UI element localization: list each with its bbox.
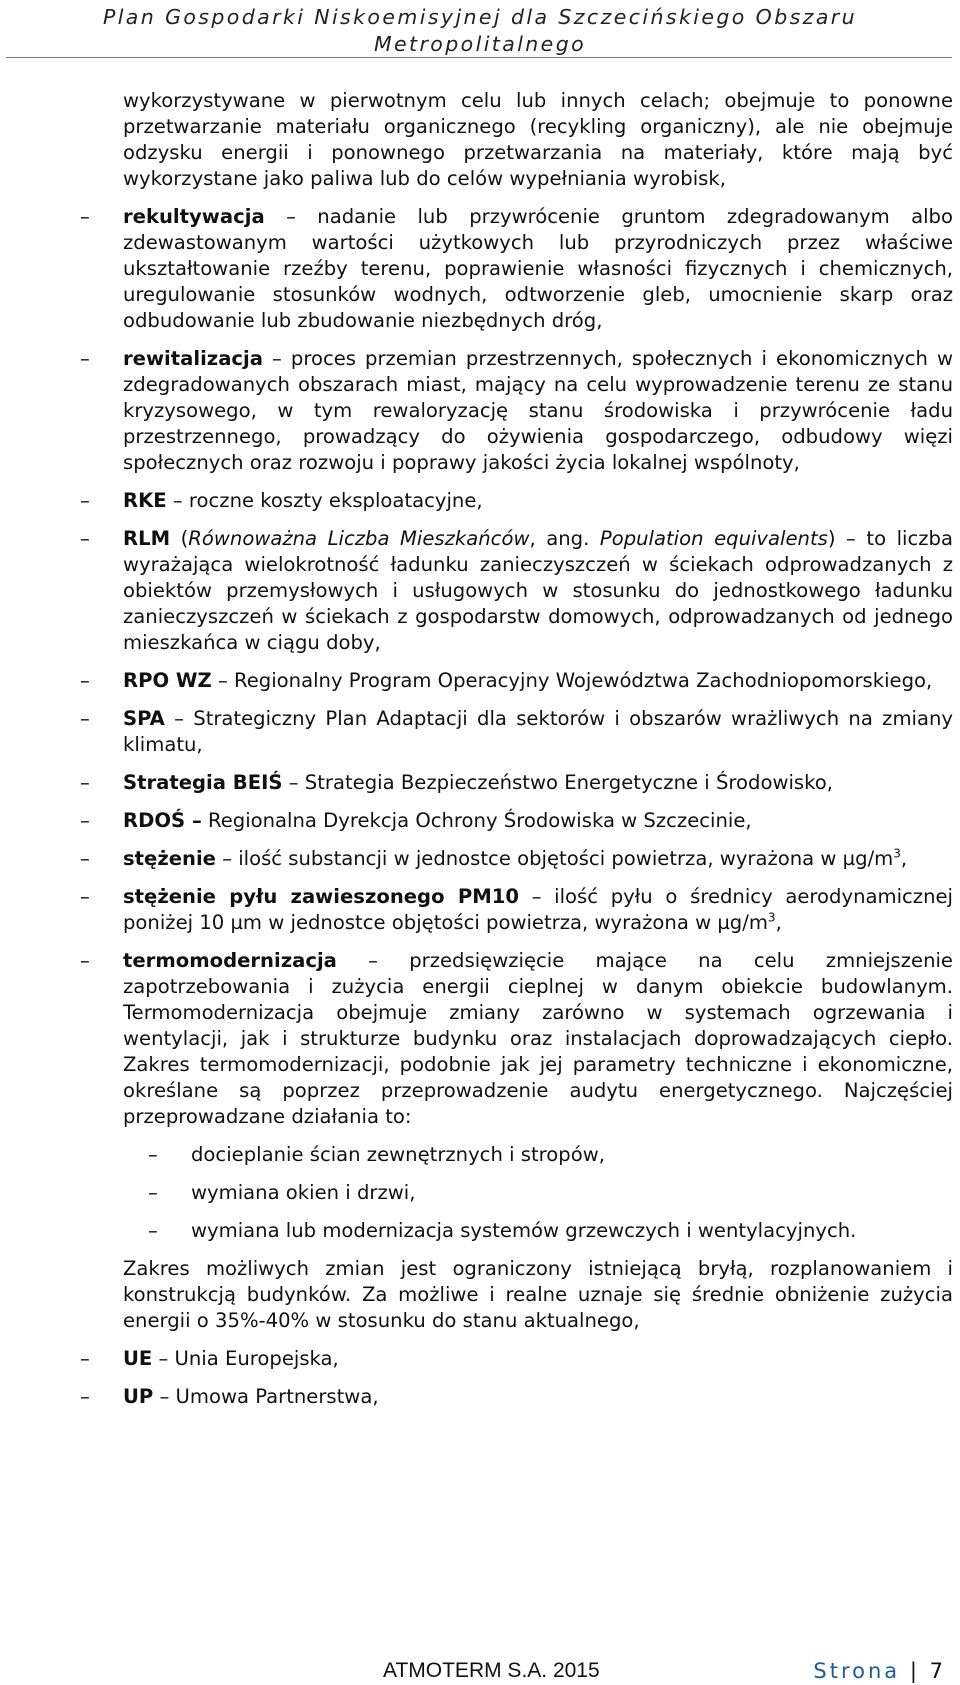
page-number: 7: [929, 1659, 946, 1683]
page-indicator: [813, 1658, 946, 1684]
list-dash: –: [80, 1347, 90, 1370]
page-label: Strona: [813, 1659, 901, 1683]
list-dash: –: [148, 1181, 158, 1204]
definition-text: – nadanie lub przywrócenie gruntom zdegradowanym albo zdewastowanym wartości użytkowych lub przyrodniczych przez właściwe ukształtowanie rzeźby terenu, poprawienie własności fizycznych i chemicznych, uregulowanie stosunków wodnych, odtworzenie gleb, umocnienie skarp oraz odbudowanie lub zbudowanie niezbędnych dróg,: [123, 205, 953, 332]
definition-text: – ilość substancji w jednostce objętości powietrza, wyrażona w µg/m: [215, 847, 894, 870]
document-title: Plan Gospodarki Niskoemisyjnej dla Szczecińskiego Obszaru Metropolitalnego: [102, 5, 858, 56]
list-dash: –: [80, 847, 90, 870]
term-label: rewitalizacja: [123, 347, 263, 370]
page-separator: |: [909, 1659, 920, 1683]
definition-stezenie: [80, 846, 953, 872]
definition-rekultywacja: [80, 204, 953, 334]
list-dash: –: [80, 527, 90, 550]
definition-text: – przedsięwzięcie mające na celu zmniejszenie zapotrzebowania i zużycia energii cieplnej w danym obiekcie budowlanym. Termomodernizacja obejmuje zmiany zarówno w systemach ogrzewania i wentylacji, jak i strukturze budynku oraz instalacjach doprowadzających ciepło. Zakres termomodernizacji, podobnie jak jej parametry techniczne i ekonomiczne, określane są poprzez przeprowadzenie audytu energetycznego. Najczęściej przeprowadzane działania to:: [123, 949, 953, 1128]
definition-tail: ,: [900, 847, 908, 870]
definition-rdos: [80, 808, 953, 834]
term-label: SPA: [123, 707, 165, 730]
list-dash: –: [148, 1143, 158, 1166]
list-dash: –: [80, 669, 90, 692]
definition-text: Regionalna Dyrekcja Ochrony Środowiska w Szczecinie,: [201, 809, 752, 832]
subitem-text: wymiana okien i drzwi,: [191, 1181, 416, 1204]
definition-termomodernizacja: [80, 948, 953, 1130]
definition-text: – Regionalny Program Operacyjny Województwa Zachodniopomorskiego,: [211, 669, 933, 692]
definition-text: – Unia Europejska,: [152, 1347, 339, 1370]
term-label: stężenie pyłu zawieszonego PM10: [123, 885, 519, 908]
document-header: [0, 4, 960, 58]
definition-stezenie-pm10: [80, 884, 953, 936]
document-footer: [0, 1658, 960, 1685]
document-body: [80, 88, 954, 1410]
company-name: ATMOTERM S.A. 2015: [383, 1659, 600, 1682]
subitem-text: wymiana lub modernizacja systemów grzewczych i wentylacyjnych.: [191, 1219, 857, 1242]
definition-text: – ilość pyłu o średnicy aerodynamicznej poniżej 10 µm w jednostce objętości powietrza, wyrażona w µg/m: [123, 885, 953, 934]
definition-text: – Strategiczny Plan Adaptacji dla sektorów i obszarów wrażliwych na zmiany klimatu,: [123, 707, 953, 756]
list-dash: –: [80, 1385, 90, 1408]
term-label: RKE: [123, 489, 167, 512]
list-dash: –: [80, 771, 90, 794]
definition-italic-english: Population equivalents: [599, 527, 828, 550]
definition-rewitalizacja: [80, 346, 953, 476]
subitem-text: docieplanie ścian zewnętrznych i stropów,: [191, 1143, 605, 1166]
definition-spa: [80, 706, 953, 758]
definition-rpo-wz: [80, 668, 953, 694]
term-label: stężenie: [123, 847, 216, 870]
subitem-modernizacja: [148, 1218, 953, 1244]
intro-paragraph: wykorzystywane w pierwotnym celu lub innych celach; obejmuje to ponowne przetwarzanie materiału organicznego (recykling organiczny), ale nie obejmuje odzysku energii i ponownego przetwarzania na materiały, które mają być wykorzystane jako paliwa lub do celów wypełniania wyrobisk,: [123, 89, 953, 190]
list-dash: –: [80, 489, 90, 512]
list-dash: –: [80, 809, 90, 832]
definition-text: – Strategia Bezpieczeństwo Energetyczne i Środowisko,: [282, 771, 833, 794]
subitem-wymiana-okien: [148, 1180, 953, 1206]
term-label: RLM: [123, 527, 171, 550]
definition-text: – Umowa Partnerstwa,: [153, 1385, 379, 1408]
definition-text: ) – to liczba wyrażająca wielokrotność ładunku zanieczyszczeń w ściekach odprowadzanych z obiektów przemysłowych i usługowych w stosunku do jednostkowego ładunku zanieczyszczeń w ściekach z gospodarstw domowych, odprowadzanych od jednego mieszkańca w ciągu doby,: [123, 527, 954, 654]
term-label: termomodernizacja: [123, 949, 337, 972]
list-dash: –: [80, 347, 90, 370]
list-dash: –: [148, 1219, 158, 1242]
definition-pre: (: [170, 527, 189, 550]
term-label: UP: [123, 1385, 154, 1408]
definition-rlm: [80, 526, 954, 656]
definition-strategia-beis: [80, 770, 953, 796]
closing-paragraph: Zakres możliwych zmian jest ograniczony istniejącą bryłą, rozplanowaniem i konstrukcją budynków. Za możliwe i realne uznaje się średnie obniżenie zużycia energii o 35%-40% w stosunku do stanu aktualnego,: [123, 1257, 953, 1332]
superscript: 3: [767, 910, 776, 925]
definition-italic: Równoważna Liczba Mieszkańców: [188, 527, 530, 550]
term-label: Strategia BEIŚ: [123, 771, 283, 794]
term-label: RDOŚ –: [123, 809, 202, 832]
subitem-docieplanie: [148, 1142, 953, 1168]
definition-text: – roczne koszty eksploatacyjne,: [166, 489, 483, 512]
definition-ue: [80, 1346, 953, 1372]
superscript: 3: [893, 846, 901, 861]
header-divider: [6, 57, 952, 58]
term-label: rekultywacja: [123, 205, 265, 228]
definition-text: – proces przemian przestrzennych, społecznych i ekonomicznych w zdegradowanych obszarach miast, mający na celu wyprowadzenie terenu ze stanu kryzysowego, w tym rewaloryzację stanu środowiska i przywrócenie ładu przestrzennego, prowadzący do ożywienia gospodarczego, odbudowy więzi społecznych oraz rozwoju i poprawy jakości życia lokalnej wspólnoty,: [123, 347, 953, 474]
definition-tail: ,: [775, 911, 782, 934]
list-dash: –: [80, 205, 90, 228]
list-dash: –: [80, 707, 90, 730]
definition-mid: , ang.: [529, 527, 600, 550]
term-label: UE: [123, 1347, 153, 1370]
list-dash: –: [80, 949, 90, 972]
term-label: RPO WZ: [123, 669, 212, 692]
definition-rke: [80, 488, 953, 514]
list-dash: –: [80, 885, 90, 908]
definition-up: [80, 1384, 953, 1410]
